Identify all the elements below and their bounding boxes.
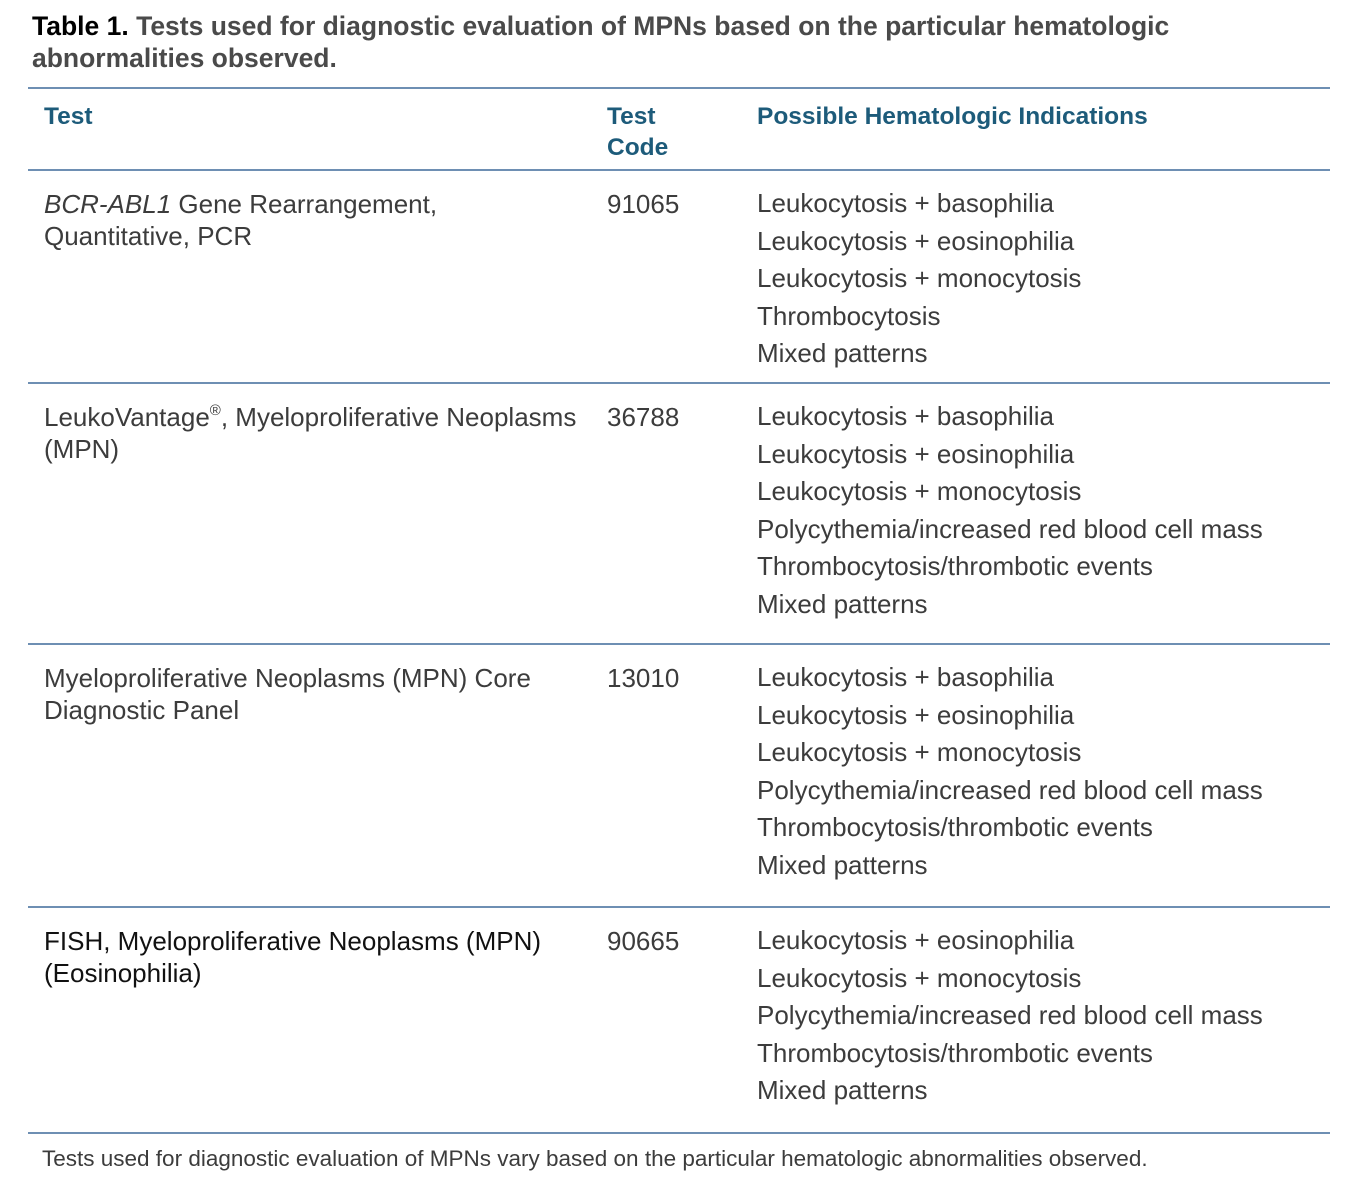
indication-item: Leukocytosis + eosinophilia bbox=[757, 699, 1075, 730]
test-name-italic: BCR-ABL1 bbox=[44, 189, 172, 219]
indication-item: Mixed patterns bbox=[757, 849, 928, 880]
test-name-text: FISH, Myeloproliferative Neoplasms (MPN) (Eosinophilia) bbox=[44, 926, 542, 988]
indication-item: Leukocytosis + eosinophilia bbox=[757, 225, 1075, 256]
diagnostic-tests-table bbox=[28, 87, 1330, 1134]
test-name-suffix: , Myeloproliferative Neoplasms (MPN) bbox=[44, 402, 577, 464]
indication-item: Leukocytosis + monocytosis bbox=[757, 962, 1082, 993]
indications-list bbox=[757, 185, 1327, 373]
indication-item: Thrombocytosis bbox=[757, 300, 941, 331]
header-test: Test bbox=[44, 103, 93, 130]
caption-label: Table 1. bbox=[32, 11, 129, 41]
indication-item: Polycythemia/increased red blood cell mass bbox=[757, 774, 1263, 805]
test-name-cell: Myeloproliferative Neoplasms (MPN) Core Diagnostic Panel bbox=[44, 663, 531, 725]
header-code-line1: Test bbox=[607, 103, 656, 130]
indication-item: Leukocytosis + monocytosis bbox=[757, 263, 1082, 293]
indication-item: Mixed patterns bbox=[757, 338, 928, 368]
test-code-cell: 91065 bbox=[607, 189, 680, 219]
test-name-cell bbox=[44, 188, 589, 252]
indication-item: Leukocytosis + eosinophilia bbox=[757, 438, 1075, 469]
indication-item: Polycythemia/increased red blood cell mass bbox=[757, 513, 1263, 544]
indications-cell bbox=[757, 925, 1327, 1110]
indication-item: Polycythemia/increased red blood cell mass bbox=[757, 1000, 1263, 1030]
indication-item: Leukocytosis + monocytosis bbox=[757, 476, 1082, 506]
table-row bbox=[28, 171, 1330, 384]
header-indications: Possible Hematologic Indications bbox=[757, 103, 1148, 130]
registered-mark: ® bbox=[209, 402, 221, 419]
test-name-cell bbox=[44, 401, 589, 465]
indication-item: Thrombocytosis/thrombotic events bbox=[757, 812, 1153, 842]
test-code-cell: 36788 bbox=[607, 402, 680, 432]
indications-list bbox=[757, 398, 1327, 623]
indication-item: Leukocytosis + monocytosis bbox=[757, 737, 1082, 767]
indications-list bbox=[757, 922, 1327, 1110]
indication-item: Leukocytosis + basophilia bbox=[757, 401, 1055, 431]
header-test-code bbox=[607, 101, 727, 163]
indication-item: Mixed patterns bbox=[757, 588, 928, 619]
indication-item: Leukocytosis + eosinophilia bbox=[757, 925, 1075, 955]
indications-cell bbox=[757, 401, 1327, 623]
indication-item: Thrombocytosis/thrombotic events bbox=[757, 1037, 1153, 1068]
table-caption bbox=[32, 10, 1322, 74]
table-row bbox=[28, 908, 1330, 1134]
test-name-prefix: LeukoVantage bbox=[44, 402, 210, 432]
indication-item: Mixed patterns bbox=[757, 1075, 928, 1105]
indications-list bbox=[757, 659, 1327, 884]
table-header-row bbox=[28, 89, 1330, 171]
test-code-cell: 13010 bbox=[607, 663, 680, 693]
test-name-cell bbox=[44, 925, 589, 989]
indications-cell bbox=[757, 662, 1327, 884]
table-row bbox=[28, 384, 1330, 645]
indication-item: Leukocytosis + basophilia bbox=[757, 662, 1055, 692]
table-footnote: Tests used for diagnostic evaluation of MPNs vary based on the particular hematologic abnormalities observed. bbox=[42, 1146, 1148, 1171]
indication-item: Thrombocytosis/thrombotic events bbox=[757, 551, 1153, 581]
test-name-rest: Gene Rearrangement, Quantitative, PCR bbox=[44, 189, 438, 251]
indication-item: Leukocytosis + basophilia bbox=[757, 188, 1055, 218]
caption-text: Tests used for diagnostic evaluation of MPNs based on the particular hematologic abnormalities observed. bbox=[32, 11, 1170, 73]
header-code-line2: Code bbox=[607, 134, 669, 161]
table-row bbox=[28, 645, 1330, 908]
test-code-cell: 90665 bbox=[607, 926, 680, 956]
indications-cell bbox=[757, 188, 1327, 373]
